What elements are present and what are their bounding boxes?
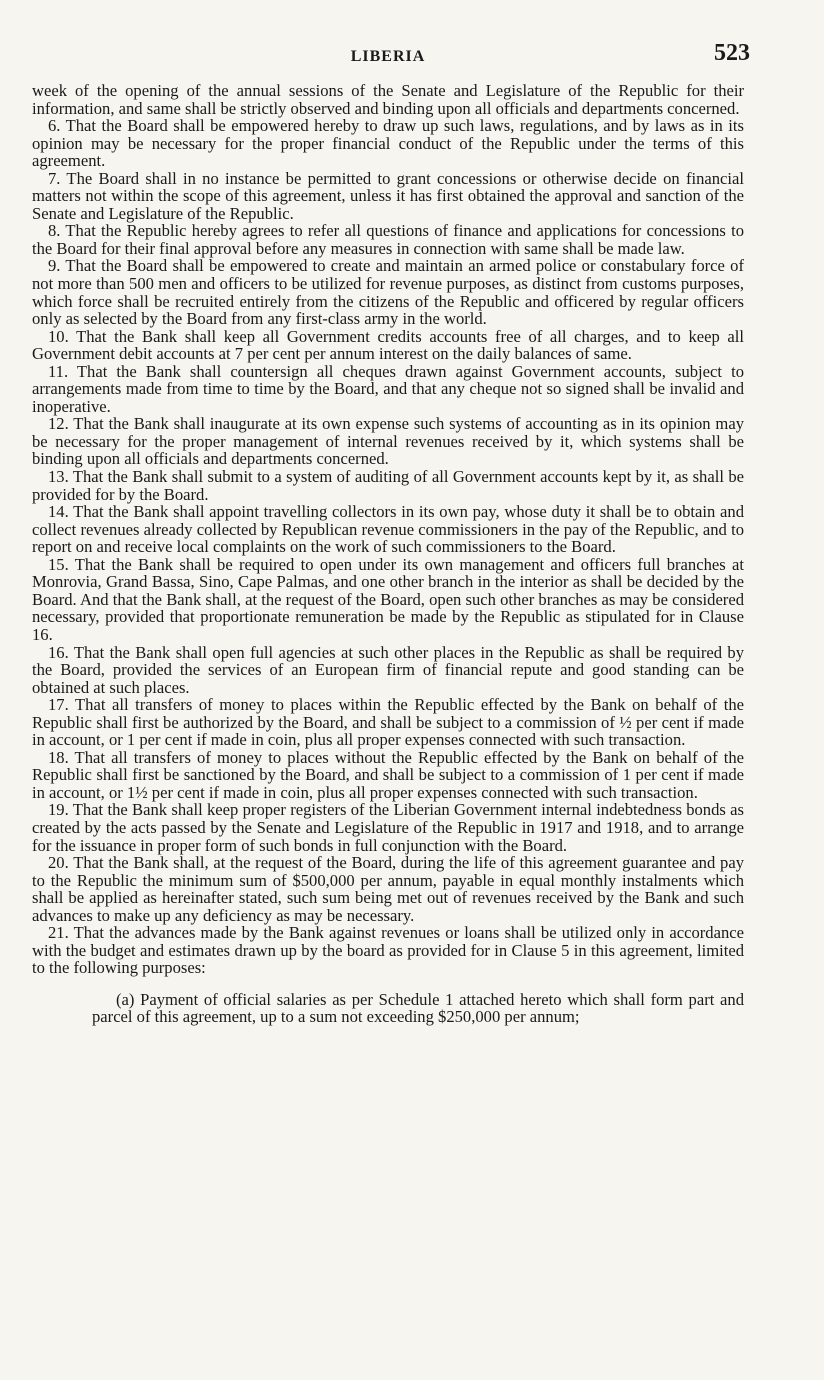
body-text	[32, 82, 744, 977]
clause-11: 11. That the Bank shall countersign all cheques drawn against Government accounts, subject to arrangements made from time to time by the Board, and that any cheque not so signed shall be invalid and inoperative.	[32, 361, 744, 416]
clause-17: 17. That all transfers of money to places within the Republic effected by the Bank on behalf of the Republic shall first be authorized by the Board, and shall be subject to a commission of ½ per cent if made in account, or 1 per cent if made in coin, plus all proper expenses connected with such transaction.	[32, 695, 744, 750]
page-number: 523	[714, 40, 750, 66]
clause-10: 10. That the Bank shall keep all Government credits accounts free of all charges, and to keep all Government debit accounts at 7 per cent per annum interest on the daily balances of same.	[32, 326, 744, 364]
clause-7: 7. The Board shall in no instance be permitted to grant concessions or otherwise decide on financial matters not within the scope of this agreement, unless it has first obtained the approval and sanction of the Senate and Legislature of the Republic.	[32, 168, 744, 223]
clause-9: 9. That the Board shall be empowered to create and maintain an armed police or constabulary force of not more than 500 men and officers to be utilized for revenue purposes, as distinct from customs purposes, which force shall be recruited entirely from the citizens of the Republic and officered by regular officers only as selected by the Board from any first-class army in the world.	[32, 256, 744, 329]
clause-18: 18. That all transfers of money to places without the Republic effected by the Bank on behalf of the Republic shall first be sanctioned by the Board, and shall be subject to a commission of 1 per cent if made in account, or 1½ per cent if made in coin, plus all proper expenses connected with such transaction.	[32, 747, 744, 802]
clause-16: 16. That the Bank shall open full agencies at such other places in the Republic as shall be required by the Board, provided the services of an European firm of financial repute and good standing can be obtained at such places.	[32, 642, 744, 697]
subclause-a: (a) Payment of official salaries as per Schedule 1 attached hereto which shall form part and parcel of this agreement, up to a sum not exceeding $250,000 per annum;	[92, 989, 744, 1027]
clause-21: 21. That the advances made by the Bank against revenues or loans shall be utilized only in accordance with the budget and estimates drawn up by the board as provided for in Clause 5 in this agreement, limited to the following purposes:	[32, 923, 744, 978]
running-title: LIBERIA	[350, 48, 426, 65]
clause-13: 13. That the Bank shall submit to a system of auditing of all Government accounts kept by it, as shall be provided for by the Board.	[32, 467, 744, 504]
clause-8: 8. That the Republic hereby agrees to refer all questions of finance and applications for concessions to the Board for their final approval before any measures in connection with same shall be made law.	[32, 221, 744, 258]
clause-15: 15. That the Bank shall be required to open under its own management and officers full branches at Monrovia, Grand Bassa, Sino, Cape Palmas, and one other branch in the interior as shall be decided by the Board. And that the Bank shall, at the request of the Board, open such other branches as may be considered necessary, provided that proportionate remuneration be made by the Republic as stipulated for in Clause 16.	[32, 554, 744, 644]
clause-19: 19. That the Bank shall keep proper registers of the Liberian Government internal indebtedness bonds as created by the acts passed by the Senate and Legislature of the Republic in 1917 and 1918, and to arrange for the issuance in proper form of such bonds in full conjunction with the Board.	[32, 800, 744, 855]
clause-6: 6. That the Board shall be empowered hereby to draw up such laws, regulations, and by laws as in its opinion may be necessary for the proper financial conduct of the Republic under the terms of this agreement.	[32, 116, 744, 171]
paragraph-continuation: week of the opening of the annual sessions of the Senate and Legislature of the Republic for their information, and same shall be strictly observed and binding upon all officials and departments concerned.	[32, 81, 744, 118]
clause-20: 20. That the Bank shall, at the request of the Board, during the life of this agreement guarantee and pay to the Republic the minimum sum of $500,000 per annum, payable in equal monthly instalments which shall be applied as hereinafter stated, such sum being met out of revenues received by the Bank and such advances to make up any deficiency as may be necessary.	[32, 853, 744, 925]
page-header	[32, 40, 750, 82]
clause-14: 14. That the Bank shall appoint travelling collectors in its own pay, whose duty it shall be to obtain and collect revenues already collected by Republican revenue commissioners in the pay of the Republic, and to report on and receive local complaints on the work of such commissioners to the Board.	[32, 502, 744, 557]
clause-12: 12. That the Bank shall inaugurate at its own expense such systems of accounting as in its opinion may be necessary for the proper management of internal revenues received by it, which systems shall be binding upon all officials and departments concerned.	[32, 414, 744, 469]
